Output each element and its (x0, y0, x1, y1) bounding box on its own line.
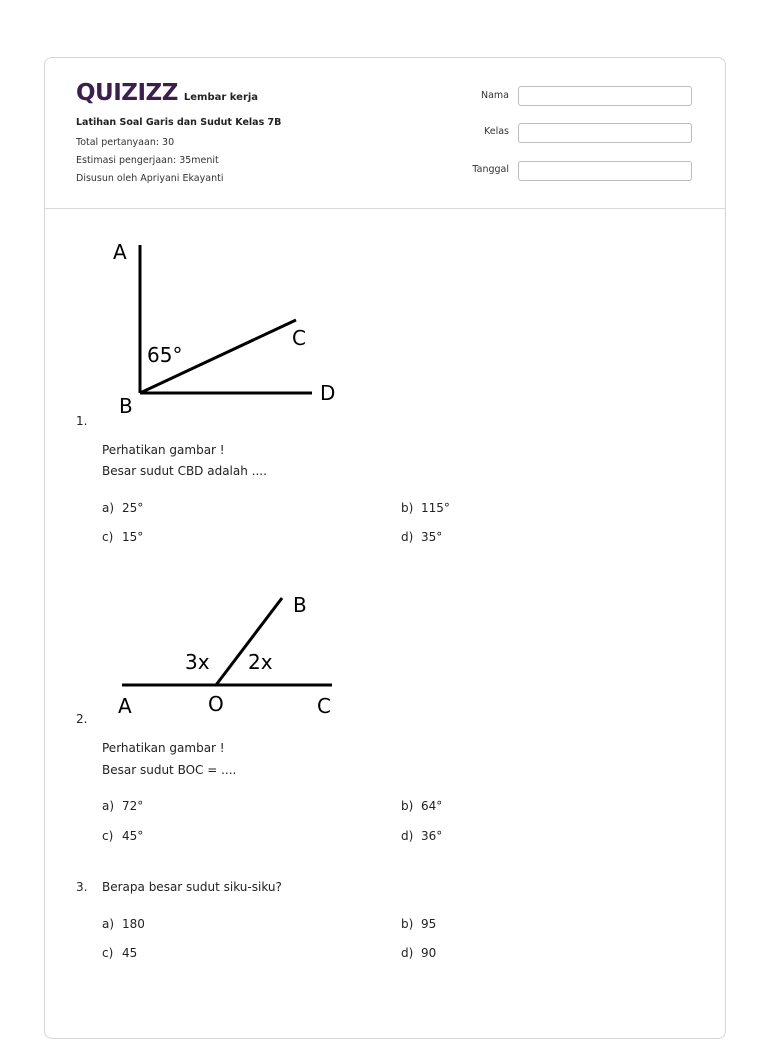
option-text: 180 (122, 917, 145, 931)
question-1-option-b[interactable] (401, 501, 450, 515)
option-text: 15° (122, 530, 144, 544)
logo-text: QUIZIZZ (76, 80, 178, 106)
question-1-option-a[interactable] (102, 501, 143, 515)
quizizz-logo (76, 80, 258, 106)
option-letter: d) (401, 946, 414, 960)
question-2-option-c[interactable] (102, 829, 143, 843)
name-label: Nama (480, 90, 509, 101)
option-letter: c) (102, 829, 114, 843)
question-2-line-2: Besar sudut BOC = .... (102, 763, 237, 777)
option-text: 64° (421, 799, 443, 813)
angle-label-3x: 3x (185, 650, 210, 674)
question-1-option-c[interactable] (102, 530, 143, 544)
question-1-figure (105, 232, 350, 417)
option-letter: d) (401, 530, 414, 544)
option-letter: d) (401, 829, 414, 843)
worksheet-title: Latihan Soal Garis dan Sudut Kelas 7B (76, 117, 282, 128)
label-d: D (320, 381, 336, 405)
worksheet-header (45, 58, 725, 209)
question-2-option-d[interactable] (401, 829, 442, 843)
label-b: B (119, 394, 133, 417)
angle-label-2x: 2x (248, 650, 273, 674)
label-o: O (208, 692, 224, 716)
label-b: B (293, 593, 307, 617)
question-2-option-b[interactable] (401, 799, 442, 813)
option-letter: c) (102, 530, 114, 544)
option-letter: a) (102, 501, 115, 515)
option-letter: b) (401, 917, 414, 931)
option-letter: a) (102, 799, 115, 813)
option-letter: b) (401, 799, 414, 813)
option-text: 95 (421, 917, 437, 931)
question-2-figure (110, 590, 350, 720)
question-1-line-2: Besar sudut CBD adalah .... (102, 464, 267, 478)
option-letter: b) (401, 501, 414, 515)
logo-subtitle: Lembar kerja (183, 92, 259, 103)
date-field[interactable] (518, 161, 692, 181)
question-2-number: 2. (76, 712, 88, 726)
question-3-option-a[interactable] (102, 917, 145, 931)
question-3-option-d[interactable] (401, 946, 436, 960)
question-3-line-1: Berapa besar sudut siku-siku? (102, 880, 282, 894)
author: Disusun oleh Apriyani Ekayanti (76, 173, 224, 184)
label-a: A (118, 694, 132, 718)
class-label: Kelas (483, 126, 509, 137)
class-field[interactable] (518, 123, 692, 143)
option-letter: a) (102, 917, 115, 931)
total-questions: Total pertanyaan: 30 (76, 137, 175, 148)
option-text: 36° (421, 829, 443, 843)
option-text: 72° (122, 799, 144, 813)
question-2-line-1: Perhatikan gambar ! (102, 741, 225, 755)
angle-label: 65° (147, 343, 183, 367)
question-1-option-d[interactable] (401, 530, 442, 544)
question-3-number: 3. (76, 880, 88, 894)
option-text: 45° (122, 829, 144, 843)
question-2-option-a[interactable] (102, 799, 143, 813)
option-text: 35° (421, 530, 443, 544)
estimated-time: Estimasi pengerjaan: 35menit (76, 155, 219, 166)
option-text: 90 (421, 946, 437, 960)
label-a: A (113, 240, 127, 264)
option-text: 115° (421, 501, 450, 515)
label-c: C (292, 326, 306, 350)
name-field[interactable] (518, 86, 692, 106)
question-1-number: 1. (76, 414, 88, 428)
question-3-option-b[interactable] (401, 917, 436, 931)
date-label: Tanggal (472, 164, 509, 175)
option-letter: c) (102, 946, 114, 960)
question-1-line-1: Perhatikan gambar ! (102, 443, 225, 457)
option-text: 25° (122, 501, 144, 515)
option-text: 45 (122, 946, 138, 960)
question-3-option-c[interactable] (102, 946, 137, 960)
label-c: C (317, 694, 331, 718)
